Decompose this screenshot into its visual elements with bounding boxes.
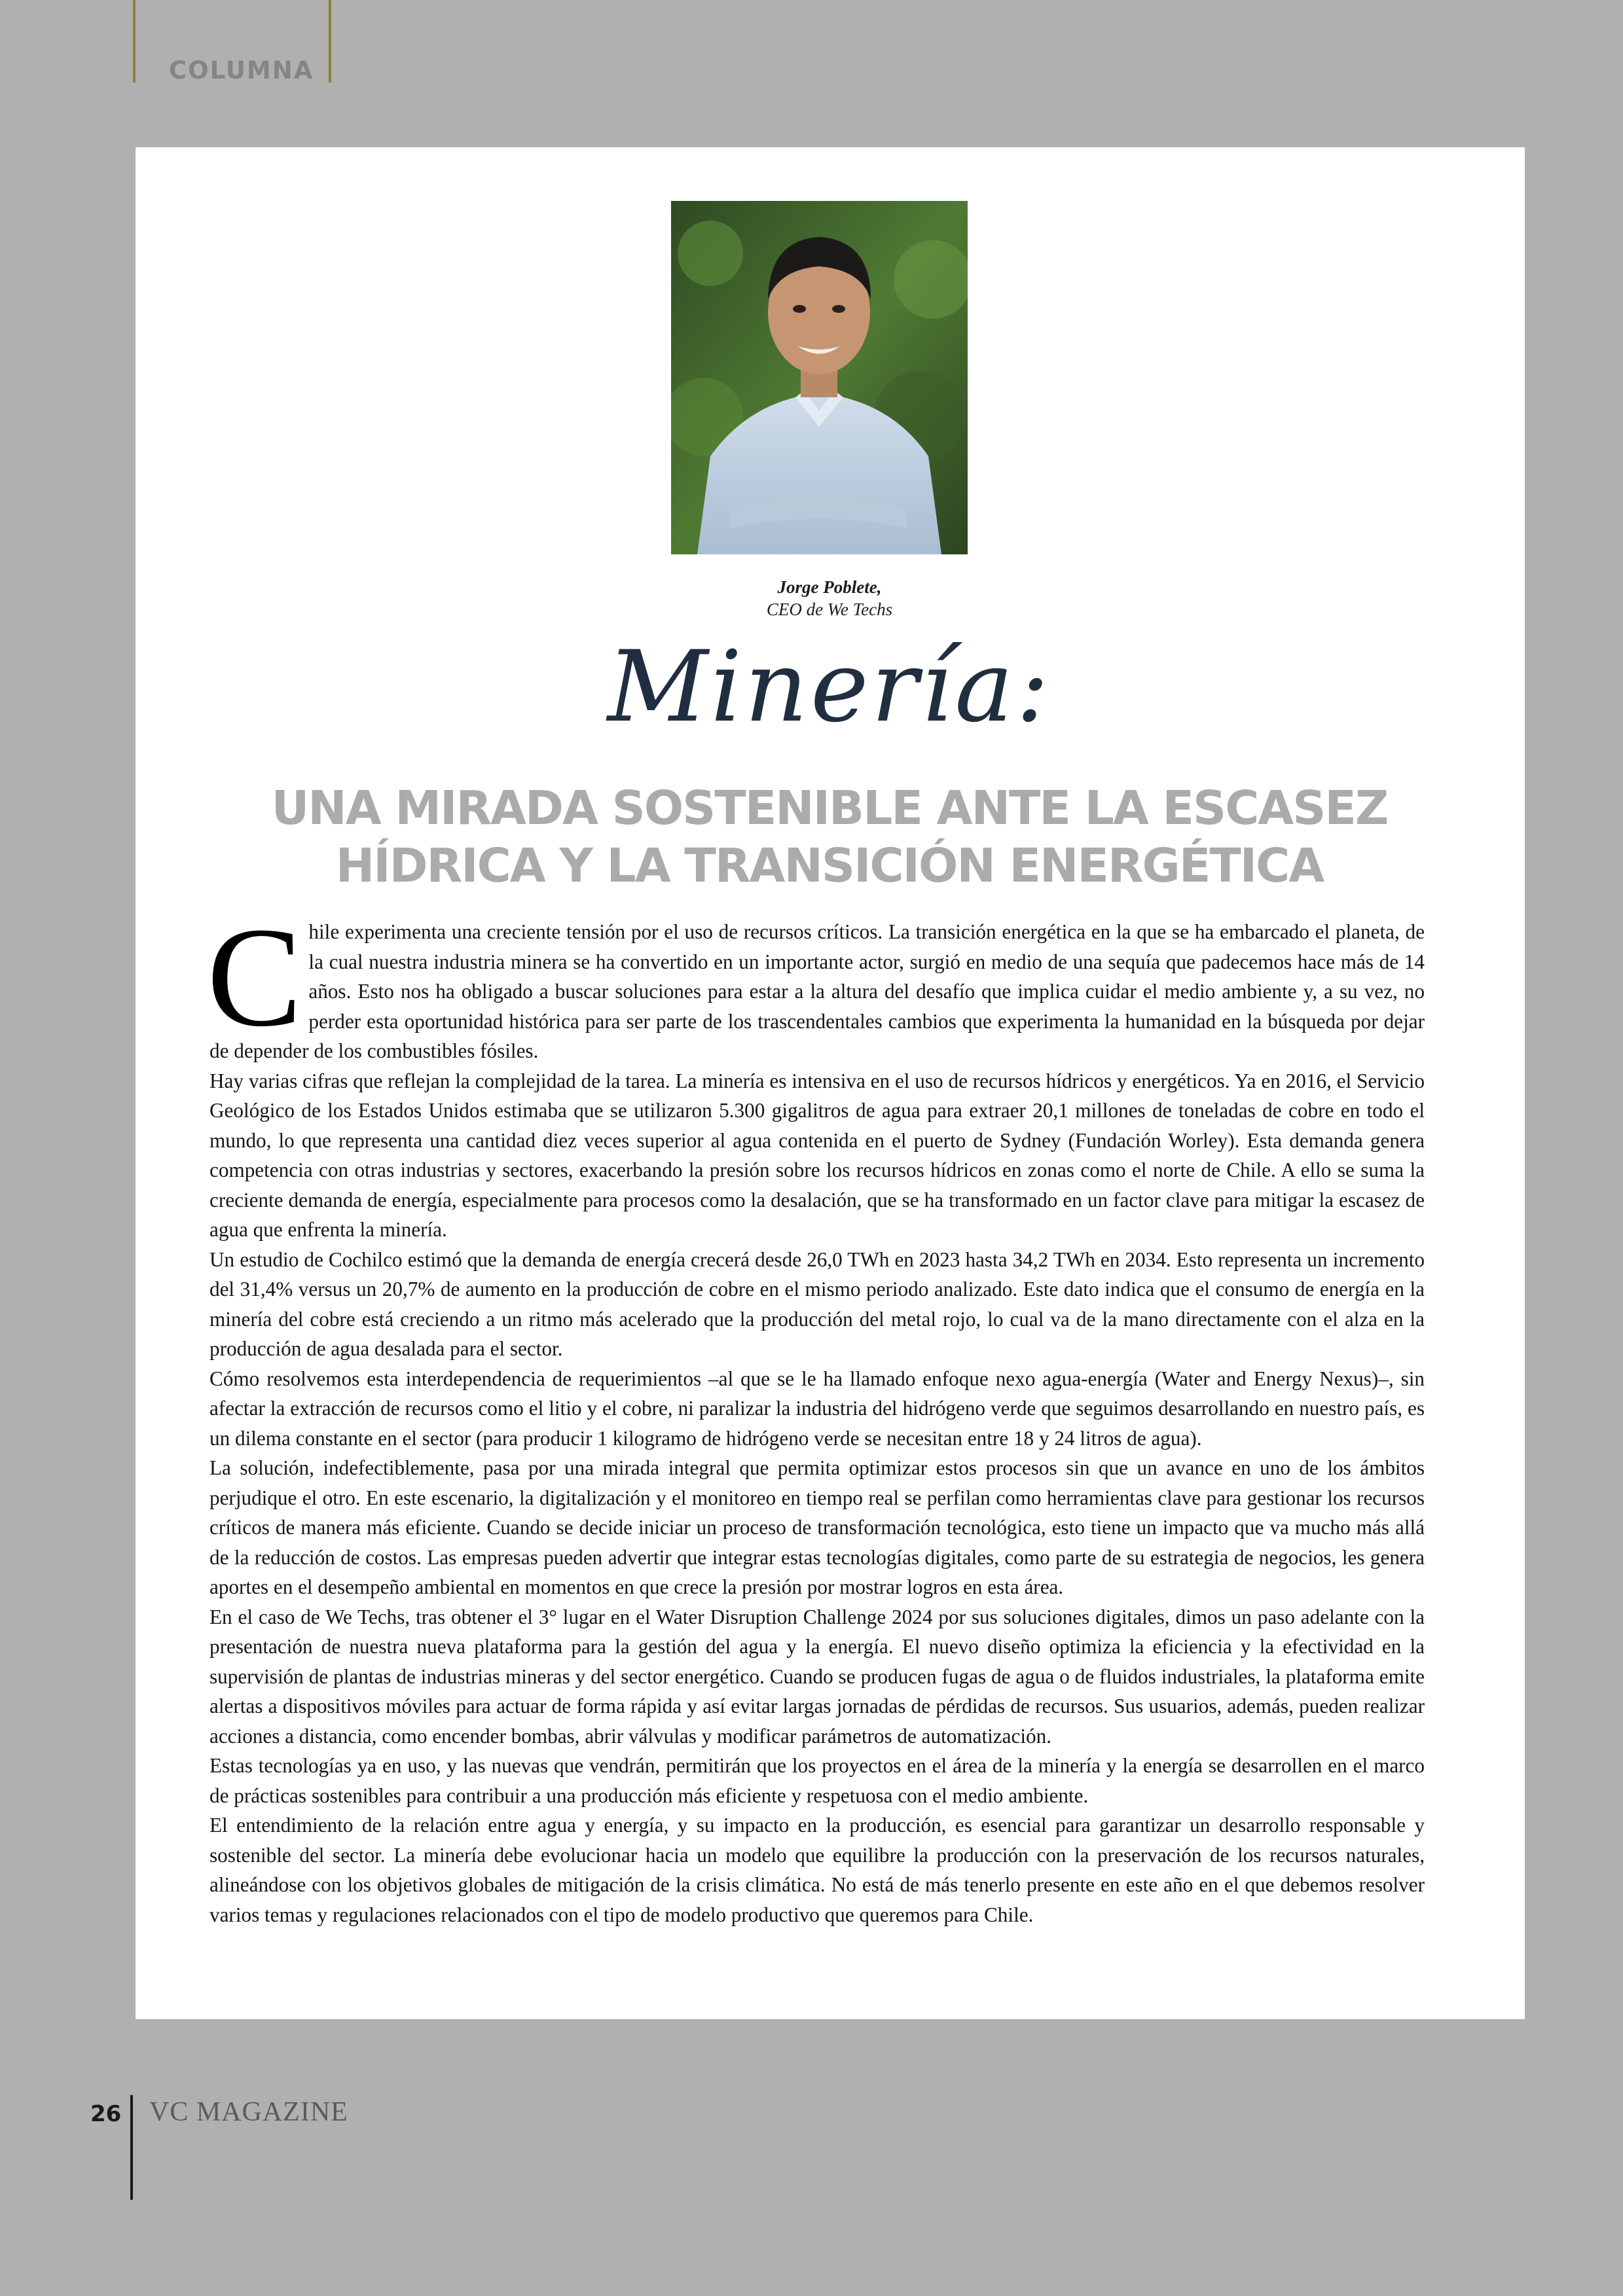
article-body (207, 899, 1425, 1929)
author-name: Jorge Poblete, (777, 577, 882, 597)
article-paragraph-5: La solución, indefectiblemente, pasa por una mirada integral que permita optimizar estos procesos sin que un avance en uno de los ámbitos perjudique el otro. En este escenario, la digitalización y el monitoreo en tiempo real se perfilan como herramientas clave para gestionar los recursos críticos de manera más eficiente. Cuando se decide iniciar un proceso de transformación tecnológica, esto tiene un impacto que va mucho más allá de la reducción de costos. Las empresas pueden advertir que integrar estas tecnologías digitales, como parte de su estrategia de negocios, les genera aportes en el desempeño ambiental en momentos en que crece la presión por mostrar logros en esta área. (210, 1456, 1425, 1598)
magazine-name: VC MAGAZINE (149, 2097, 348, 2127)
section-label: COLUMNA (169, 56, 314, 84)
paragraph-text: hile experimenta una creciente tensión por el uso de recursos críticos. La transición energética en la que se ha embarcado el planeta, de la cual nuestra industria minera se ha convertido en un importante actor, surgió en medio de una sequía que padecemos hace más de 14 años. Esto nos ha obligado a buscar soluciones para estar a la altura del desafío que implica cuidar el medio ambiente y, a su vez, no perder esta oportunidad histórica para ser parte de los trascendentales cambios que experimenta la humanidad en la búsqueda por dejar de depender de los combustibles fósiles. (210, 920, 1425, 1062)
header-rule-left (133, 0, 136, 82)
headline-line-1: UNA MIRADA SOSTENIBLE ANTE LA ESCASEZ (271, 781, 1388, 835)
script-title: Minería: (607, 630, 1052, 744)
article-panel (136, 147, 1525, 2019)
author-photo (671, 201, 968, 554)
article-paragraph-4: Cómo resolvemos esta interdependencia de requerimientos –al que se le ha llamado enfoque nexo agua-energía (Water and Energy Nexus)–, sin afectar la extracción de recursos como el litio y el cobre, ni paralizar la industria del hidrógeno verde que seguimos desarrollando en nuestro país, es un dilema constante en el sector (para producir 1 kilogramo de hidrógeno verde se necesitan entre 18 y 24 litros de agua). (210, 1367, 1425, 1450)
footer-rule (130, 2095, 133, 2200)
article-paragraph-1 (207, 899, 1425, 1066)
article-paragraph-8: El entendimiento de la relación entre agua y energía, y su impacto en la producción, es esencial para garantizar un desarrollo responsable y sostenible del sector. La minería debe evolucionar hacia un modelo que equilibre la producción con la preservación de los recursos naturales, alineándose con los objetivos globales de mitigación de la crisis climática. No está de más tenerlo presente en este año en el que debemos resolver varios temas y regulaciones relacionados con el tipo de modelo productivo que queremos para Chile. (210, 1814, 1425, 1926)
article-paragraph-6: En el caso de We Techs, tras obtener el 3° lugar en el Water Disruption Challenge 2024 por sus soluciones digitales, dimos un paso adelante con la presentación de nuestra nueva plataforma para la gestión del agua y la energía. El nuevo diseño optimiza la eficiencia y la efectividad en la supervisión de plantas de industrias mineras y del sector energético. Cuando se producen fugas de agua o de fluidos industriales, la plataforma emite alertas a dispositivos móviles para actuar de forma rápida y así evitar largas jornadas de pérdidas de recursos. Sus usuarios, además, pueden realizar acciones a distancia, como encender bombas, abrir válvulas y modificar parámetros de automatización. (210, 1605, 1425, 1748)
page-number: 26 (90, 2101, 122, 2127)
drop-cap: C (207, 899, 302, 1056)
article-paragraph-2: Hay varias cifras que reflejan la complejidad de la tarea. La minería es intensiva en el uso de recursos hídricos y energéticos. Ya en 2016, el Servicio Geológico de los Estados Unidos estimaba que se utilizaron 5.300 gigalitros de agua para extraer 20,1 millones de toneladas de cobre en todo el mundo, lo que representa una cantidad diez veces superior al agua contenida en el puerto de Sydney (Fundación Worley). Esta demanda genera competencia con otras industrias y sectores, exacerbando la presión sobre los recursos hídricos en zonas como el norte de Chile. A ello se suma la creciente demanda de energía, especialmente para procesos como la desalación, que se ha transformado en un factor clave para mitigar la escasez de agua que enfrenta la minería. (210, 1069, 1425, 1241)
photo-caption (136, 576, 1523, 620)
article-headline (136, 780, 1523, 895)
article-paragraph-3: Un estudio de Cochilco estimó que la demanda de energía crecerá desde 26,0 TWh en 2023 hasta 34,2 TWh en 2034. Esto representa un incremento del 31,4% versus un 20,7% de aumento en la producción de cobre en el mismo periodo analizado. Este dato indica que el consumo de energía en la minería del cobre está creciendo a un ritmo más acelerado que la producción del metal rojo, lo cual va de la mano directamente con el alza en la producción de agua desalada para el sector. (210, 1247, 1425, 1360)
author-role: CEO de We Techs (766, 600, 893, 619)
headline-line-2: HÍDRICA Y LA TRANSICIÓN ENERGÉTICA (335, 838, 1324, 893)
header-rule-right (329, 0, 331, 82)
article-paragraph-7: Estas tecnologías ya en uso, y las nuevas que vendrán, permitirán que los proyectos en el área de la minería y la energía se desarrollen en el marco de prácticas sostenibles para contribuir a una producción más eficiente y respetuosa con el medio ambiente. (210, 1754, 1425, 1807)
